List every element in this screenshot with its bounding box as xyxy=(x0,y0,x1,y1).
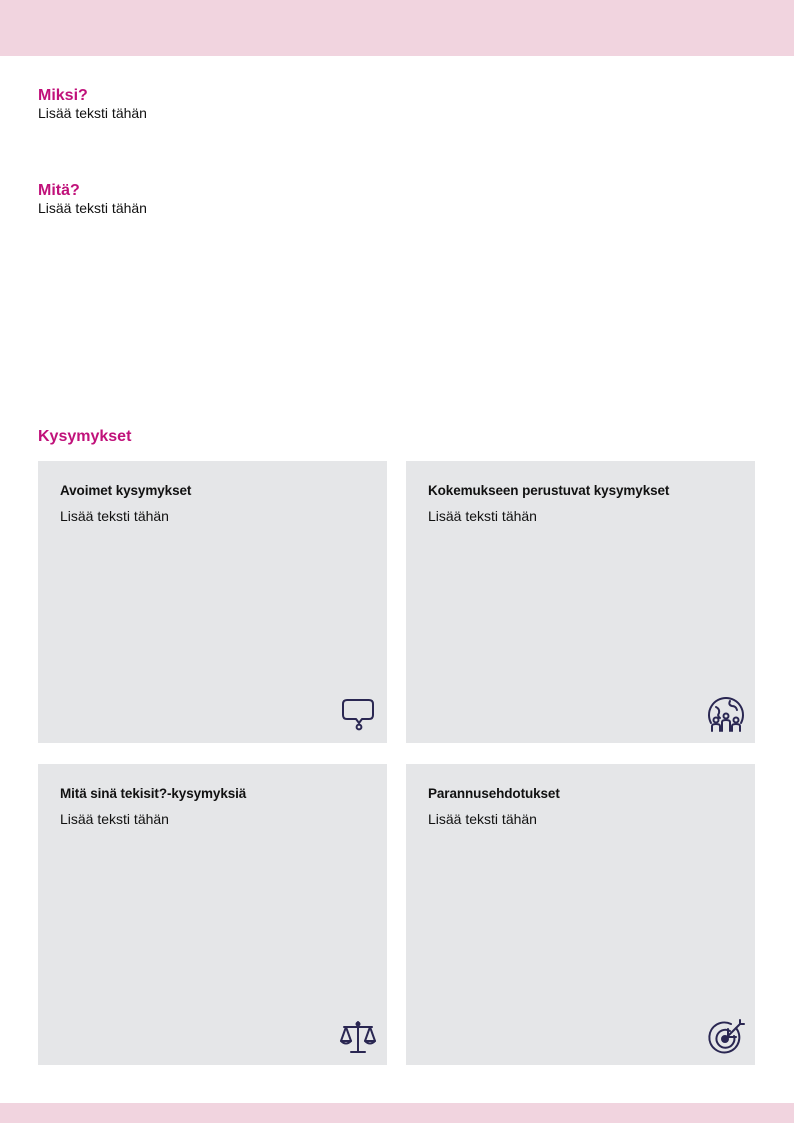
target-icon xyxy=(706,1017,746,1057)
speech-bubble-icon xyxy=(338,695,378,735)
heading-mita: Mitä? xyxy=(38,182,80,199)
card-parannusehdotukset xyxy=(406,764,755,1065)
heading-miksi: Miksi? xyxy=(38,87,88,104)
card-avoimet-kysymykset xyxy=(38,461,387,743)
card-title: Avoimet kysymykset xyxy=(60,483,192,498)
globe-people-icon xyxy=(706,695,746,735)
card-title: Kokemukseen perustuvat kysymykset xyxy=(428,483,670,498)
header-band xyxy=(0,0,794,56)
card-text[interactable]: Lisää teksti tähän xyxy=(60,508,169,524)
card-kokemukseen-perustuvat xyxy=(406,461,755,743)
card-mita-sina-tekisit xyxy=(38,764,387,1065)
text-miksi[interactable]: Lisää teksti tähän xyxy=(38,105,147,121)
card-title: Mitä sinä tekisit?-kysymyksiä xyxy=(60,786,247,801)
footer-band xyxy=(0,1103,794,1123)
card-text[interactable]: Lisää teksti tähän xyxy=(428,811,537,827)
card-text[interactable]: Lisää teksti tähän xyxy=(428,508,537,524)
section-miksi xyxy=(38,86,147,122)
heading-kysymykset: Kysymykset xyxy=(38,428,132,445)
scales-icon xyxy=(338,1017,378,1057)
card-text[interactable]: Lisää teksti tähän xyxy=(60,811,169,827)
section-mita xyxy=(38,181,147,217)
text-mita[interactable]: Lisää teksti tähän xyxy=(38,200,147,216)
card-title: Parannusehdotukset xyxy=(428,786,560,801)
section-kysymykset xyxy=(38,427,131,446)
